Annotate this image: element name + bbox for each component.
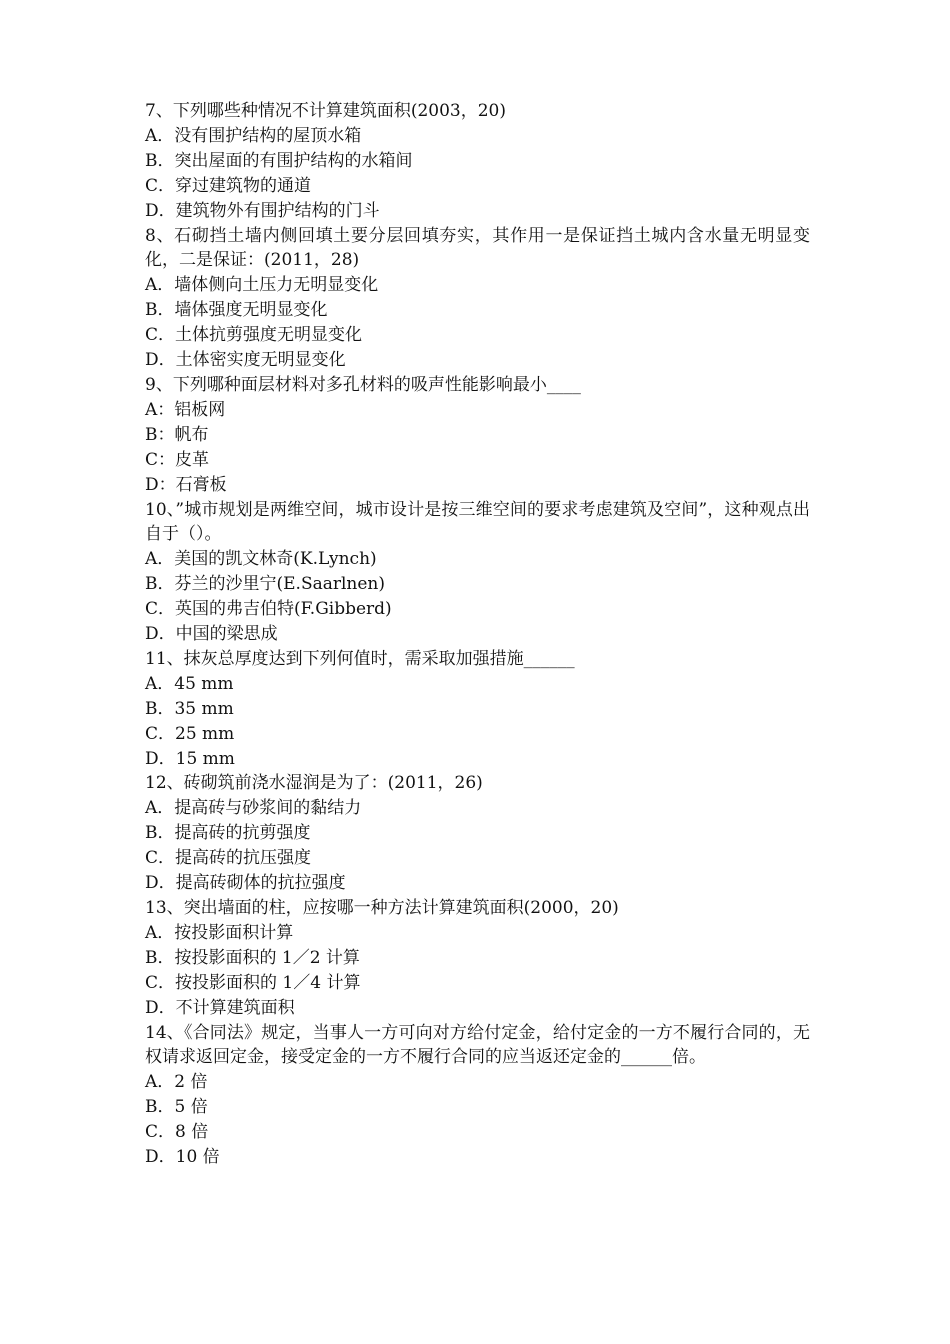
option-b: B．提高砖的抗剪强度	[145, 823, 311, 844]
option-a: A：铝板网	[145, 399, 226, 420]
question-stem: 7、下列哪些种情况不计算建筑面积(2003，20)	[145, 101, 506, 121]
option-a: A．美国的凯文林奇(K.Lynch)	[145, 549, 377, 570]
option-a: A．提高砖与砂浆间的黏结力	[145, 798, 362, 819]
option-c: C．按投影面积的 1／4 计算	[145, 972, 361, 993]
question-7	[145, 99, 810, 224]
option-d: D．土体密实度无明显变化	[145, 350, 346, 371]
question-stem: 13、突出墙面的柱，应按哪一种方法计算建筑面积(2000，20)	[145, 898, 619, 918]
option-d: D：石膏板	[145, 474, 227, 495]
option-a: A．墙体侧向土压力无明显变化	[145, 275, 379, 296]
option-a: A．45 mm	[145, 673, 234, 694]
option-b: B．突出屋面的有围护结构的水箱间	[145, 150, 413, 171]
question-stem: 11、抹灰总厚度达到下列何值时，需采取加强措施______	[145, 648, 575, 669]
question-stem: 12、砖砌筑前浇水湿润是为了：(2011，26)	[145, 773, 483, 794]
option-b: B．35 mm	[145, 698, 234, 719]
option-a: A．2 倍	[145, 1072, 208, 1093]
question-9	[145, 373, 810, 498]
question-stem: 10、”城市规划是两维空间，城市设计是按三维空间的要求考虑建筑及空间”，这种观点出自于（）。	[145, 499, 810, 545]
question-stem: 8、石砌挡土墙内侧回填土要分层回填夯实，其作用一是保证挡土城内含水量无明显变化，二是保证：(2011，28)	[145, 225, 810, 271]
option-a: A．没有围护结构的屋顶水箱	[145, 125, 362, 146]
option-c: C．提高砖的抗压强度	[145, 848, 312, 869]
question-stem: 14、《合同法》规定，当事人一方可向对方给付定金，给付定金的一方不履行合同的，无权请求返回定金，接受定金的一方不履行合同的应当返还定金的______倍。	[145, 1022, 810, 1068]
question-12	[145, 771, 810, 896]
option-d: D．提高砖砌体的抗拉强度	[145, 873, 346, 894]
option-b: B．5 倍	[145, 1097, 208, 1118]
option-b: B．按投影面积的 1／2 计算	[145, 947, 360, 968]
option-c: C．25 mm	[145, 723, 235, 744]
option-d: D．中国的梁思成	[145, 624, 278, 645]
option-d: D．15 mm	[145, 748, 235, 769]
option-b: B．墙体强度无明显变化	[145, 300, 328, 321]
option-c: C．8 倍	[145, 1122, 209, 1143]
question-8	[145, 224, 810, 373]
question-13	[145, 896, 810, 1021]
question-14	[145, 1021, 810, 1170]
question-11	[145, 647, 810, 772]
option-b: B．芬兰的沙里宁(E.Saarlnen)	[145, 574, 386, 595]
document-page	[145, 99, 810, 1170]
question-stem: 9、下列哪种面层材料对多孔材料的吸声性能影响最小____	[145, 374, 581, 395]
option-c: C．英国的弗吉伯特(F.Gibberd)	[145, 599, 392, 620]
option-b: B：帆布	[145, 424, 209, 445]
option-d: D．建筑物外有围护结构的门斗	[145, 200, 380, 221]
option-a: A．按投影面积计算	[145, 922, 294, 943]
option-d: D．不计算建筑面积	[145, 997, 295, 1018]
option-d: D．10 倍	[145, 1147, 220, 1168]
option-c: C．土体抗剪强度无明显变化	[145, 325, 363, 346]
question-10	[145, 498, 810, 647]
option-c: C．穿过建筑物的通道	[145, 175, 312, 196]
option-c: C：皮革	[145, 449, 210, 470]
